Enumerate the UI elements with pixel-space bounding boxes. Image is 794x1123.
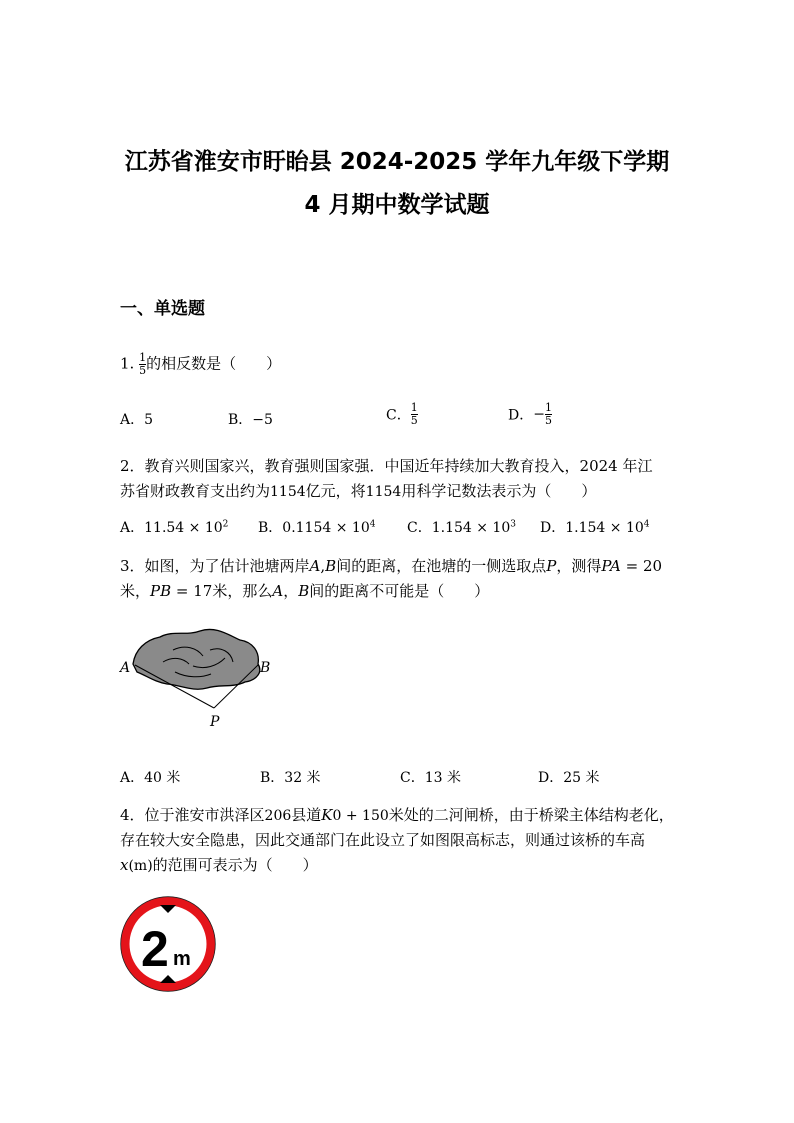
inline-number: 1154 xyxy=(365,484,402,500)
question-1-option-d[interactable] xyxy=(508,402,552,427)
inline-number: 206 xyxy=(264,808,292,824)
option-label: C． xyxy=(407,520,432,536)
question-3-line-2 xyxy=(120,580,489,601)
text-segment: , xyxy=(320,557,326,575)
exponent: 4 xyxy=(369,519,376,530)
option-fraction xyxy=(545,402,552,427)
question-2-option-d[interactable] xyxy=(540,517,650,537)
text-segment: 间的距离不可能是（ ） xyxy=(309,582,490,600)
question-1-number: 1. xyxy=(120,354,135,373)
question-2-option-b[interactable] xyxy=(258,517,375,537)
option-label: D． xyxy=(508,407,534,424)
pond-figure xyxy=(115,622,285,732)
text-segment: 米，那么 xyxy=(212,582,273,600)
exponent: 2 xyxy=(222,519,229,530)
question-1 xyxy=(120,352,281,377)
inline-variable: x xyxy=(120,856,129,874)
question-2-option-c[interactable] xyxy=(407,517,516,537)
sign-height-number: 2 xyxy=(141,921,169,977)
document-title-line1: 江苏省淮安市盱眙县 2024-2025 学年九年级下学期 xyxy=(124,149,670,175)
option-label: D． xyxy=(540,520,566,536)
inline-number: 0 + 150 xyxy=(332,808,389,824)
point-p: P xyxy=(546,557,557,575)
option-sign: − xyxy=(533,406,545,423)
segment-pa: PA xyxy=(601,557,621,575)
text-segment: ， xyxy=(283,582,299,600)
fraction-numerator: 1 xyxy=(544,401,552,414)
text-segment: 3．如图，为了估计池塘两岸 xyxy=(120,557,310,575)
question-2-option-a[interactable] xyxy=(120,517,228,537)
exponent: 4 xyxy=(643,519,650,530)
text-segment: 米处的二河闸桥，由于桥梁主体结构老化， xyxy=(388,806,674,824)
text-segment: 用科学记数法表示为（ ） xyxy=(401,482,597,500)
option-value: 0.1154 × 10 xyxy=(282,520,370,536)
option-fraction xyxy=(411,402,418,427)
text-segment: 县道 xyxy=(291,806,322,824)
text-segment: 米， xyxy=(120,582,151,600)
text-segment: ，测得 xyxy=(556,557,602,575)
question-3-option-b[interactable]: B．32 米 xyxy=(260,770,321,786)
inline-variable: K xyxy=(321,806,333,824)
fraction-numerator: 1 xyxy=(139,351,147,364)
question-4-line-3 xyxy=(120,854,318,875)
point-a: A xyxy=(309,557,321,575)
exponent: 3 xyxy=(510,519,516,530)
question-3-option-a[interactable]: A．40 米 xyxy=(120,770,181,786)
question-2-line-2 xyxy=(120,480,596,501)
fraction-denominator: 5 xyxy=(410,414,418,427)
text-segment: 亿元，将 xyxy=(305,482,366,500)
fraction-denominator: 5 xyxy=(139,364,147,377)
question-2-line-1: 2．教育兴则国家兴，教育强则国家强．中国近年持续加大教育投入，2024 年江 xyxy=(120,457,653,475)
point-a: A xyxy=(272,582,284,600)
point-b: B xyxy=(325,557,337,575)
height-limit-sign xyxy=(120,896,216,992)
option-value: 11.54 × 10 xyxy=(144,520,223,536)
text-segment: 苏省财政教育支出约为 xyxy=(120,482,271,500)
option-label: B． xyxy=(228,412,253,428)
pond-shape xyxy=(133,629,260,689)
label-b: B xyxy=(260,660,271,676)
equation-value: = 20 xyxy=(620,557,663,575)
question-4-line-1 xyxy=(120,804,674,825)
option-value: 1.154 × 10 xyxy=(431,520,511,536)
option-label: B． xyxy=(258,520,283,536)
question-1-option-a[interactable]: A．5 xyxy=(120,412,154,428)
question-3-line-1 xyxy=(120,555,662,576)
question-1-option-c[interactable] xyxy=(386,402,418,427)
question-3-option-d[interactable]: D．25 米 xyxy=(538,770,600,786)
point-b: B xyxy=(298,582,310,600)
inline-unit: (m) xyxy=(128,858,153,874)
document-title-line2: 4 月期中数学试题 xyxy=(304,192,490,218)
question-3-option-c[interactable]: C．13 米 xyxy=(400,770,461,786)
text-segment: 4．位于淮安市洪泽区 xyxy=(120,806,265,824)
inline-number: 1154 xyxy=(270,484,306,500)
option-label: A． xyxy=(120,520,145,536)
fraction-numerator: 1 xyxy=(410,401,418,414)
label-a: A xyxy=(120,660,131,676)
section-heading-single-choice: 一、单选题 xyxy=(120,299,205,319)
text-segment: 的范围可表示为（ ） xyxy=(152,856,318,874)
option-label: C． xyxy=(386,407,411,424)
segment-pb: PB xyxy=(150,582,172,600)
fraction-denominator: 5 xyxy=(544,414,552,427)
option-value: −5 xyxy=(252,412,273,428)
label-p: P xyxy=(210,714,220,730)
equation-value: = 17 xyxy=(171,582,213,600)
question-4-line-2: 存在较大安全隐患，因此交通部门在此设立了如图限高标志，则通过该桥的车高 xyxy=(120,831,646,849)
question-1-option-b[interactable] xyxy=(228,409,273,429)
question-1-text: 的相反数是（ ） xyxy=(146,354,282,373)
sign-height-unit: m xyxy=(173,948,191,970)
text-segment: 间的距离，在池塘的一侧选取点 xyxy=(336,557,547,575)
option-value: 1.154 × 10 xyxy=(565,520,644,536)
